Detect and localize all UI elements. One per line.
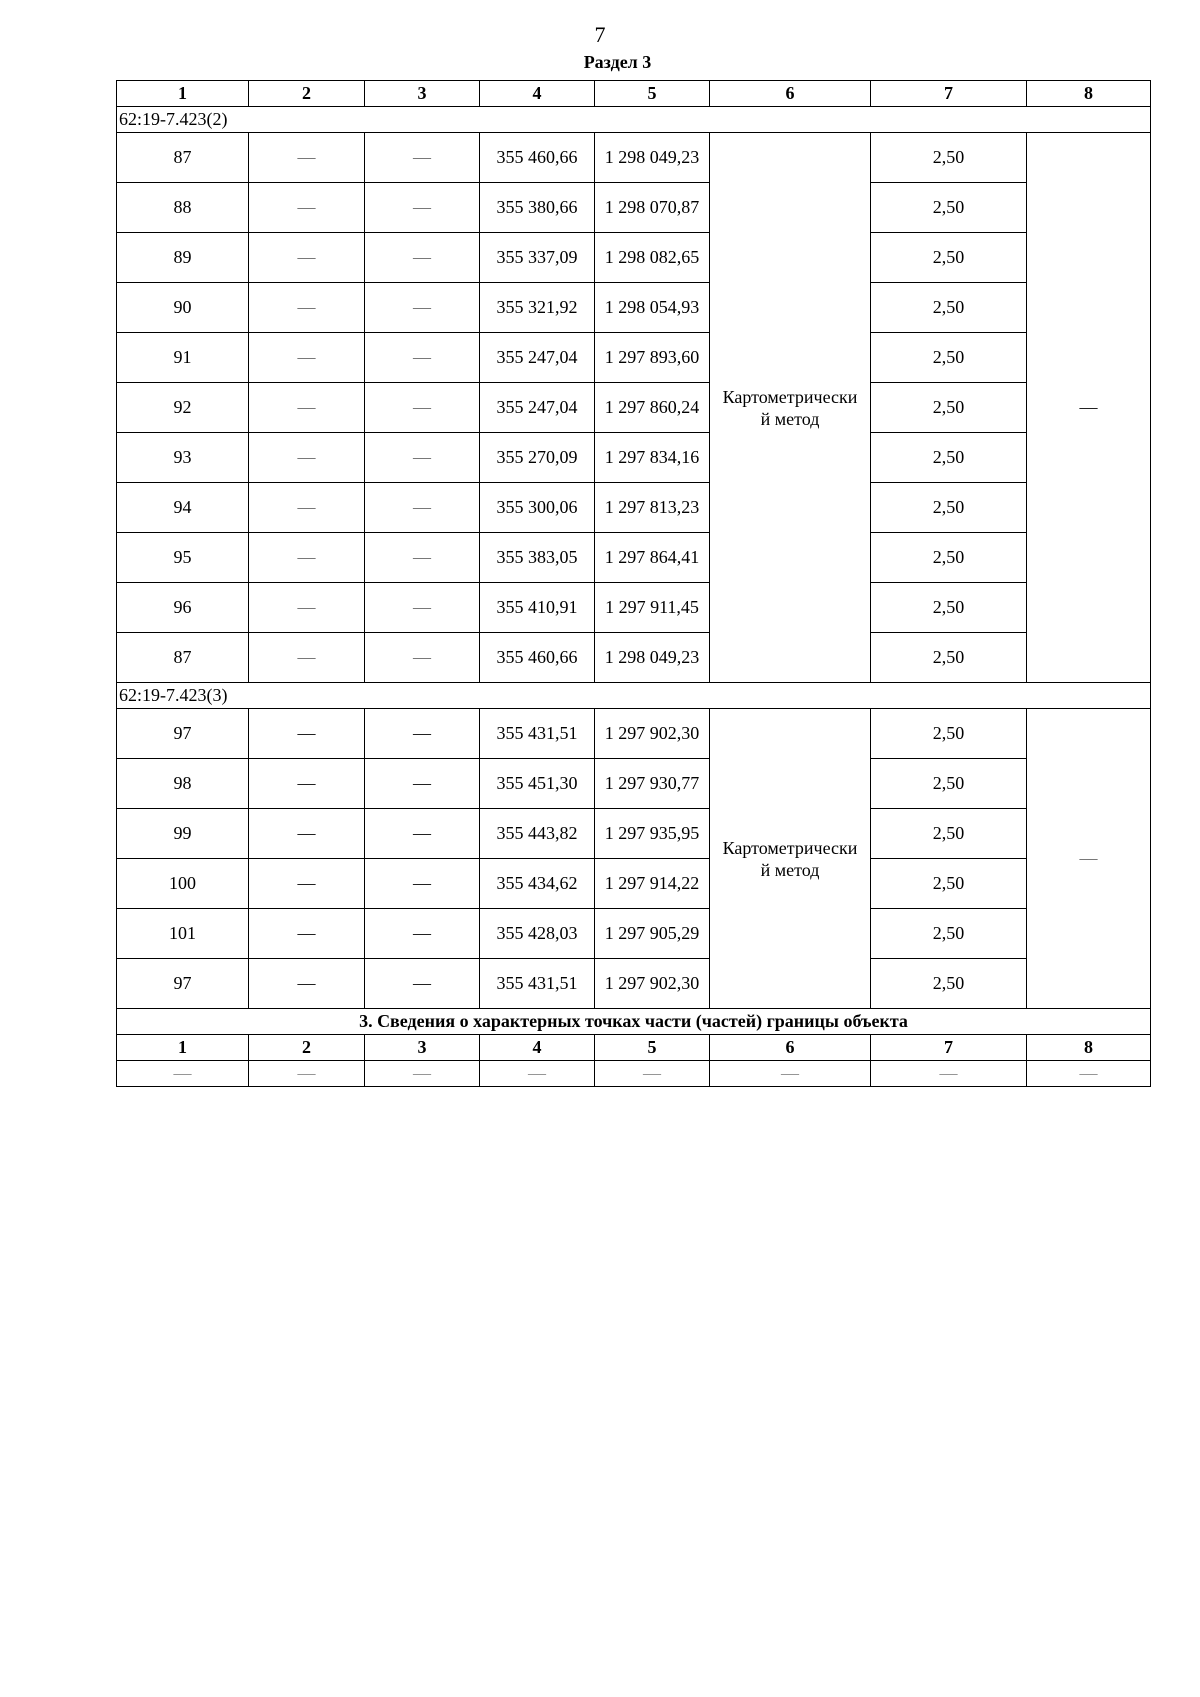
- accuracy-cell: 2,50: [871, 183, 1027, 233]
- new-y-cell: 1 297 935,95: [595, 809, 710, 859]
- empty-cell: —: [365, 1061, 480, 1087]
- new-y-cell: 1 297 893,60: [595, 333, 710, 383]
- table-row: [117, 909, 1151, 959]
- accuracy-cell: 2,50: [871, 709, 1027, 759]
- old-y-cell: —: [365, 483, 480, 533]
- table-row: [117, 709, 1151, 759]
- empty-cell: —: [249, 1061, 365, 1087]
- empty-row: [117, 1061, 1151, 1087]
- empty-cell: —: [871, 1061, 1027, 1087]
- table-row: [117, 483, 1151, 533]
- old-x-cell: —: [249, 959, 365, 1009]
- new-y-cell: 1 297 834,16: [595, 433, 710, 483]
- new-x-cell: 355 383,05: [480, 533, 595, 583]
- point-number: 89: [117, 233, 249, 283]
- point-number: 91: [117, 333, 249, 383]
- new-y-cell: 1 298 054,93: [595, 283, 710, 333]
- new-y-cell: 1 297 930,77: [595, 759, 710, 809]
- column-header: 5: [595, 81, 710, 107]
- part-section-title: 3. Сведения о характерных точках части (частей) границы объекта: [117, 1009, 1151, 1035]
- group-label-row: [117, 107, 1151, 133]
- accuracy-cell: 2,50: [871, 133, 1027, 183]
- new-x-cell: 355 460,66: [480, 133, 595, 183]
- accuracy-cell: 2,50: [871, 583, 1027, 633]
- new-x-cell: 355 247,04: [480, 333, 595, 383]
- method-text-line: й метод: [760, 408, 820, 429]
- old-x-cell: —: [249, 533, 365, 583]
- column-header: 3: [365, 1035, 480, 1061]
- column-header: 4: [480, 1035, 595, 1061]
- point-number: 87: [117, 633, 249, 683]
- new-y-cell: 1 297 813,23: [595, 483, 710, 533]
- empty-cell: —: [1027, 1061, 1151, 1087]
- column-header: 6: [710, 81, 871, 107]
- accuracy-cell: 2,50: [871, 283, 1027, 333]
- method-cell: [710, 133, 871, 683]
- old-x-cell: —: [249, 759, 365, 809]
- old-y-cell: —: [365, 709, 480, 759]
- old-x-cell: —: [249, 433, 365, 483]
- group-label: 62:19-7.423(2): [117, 107, 1151, 133]
- old-x-cell: —: [249, 383, 365, 433]
- point-number: 100: [117, 859, 249, 909]
- method-text-line: Картометрически: [722, 386, 858, 407]
- method-text-line: й метод: [760, 859, 820, 880]
- old-y-cell: —: [365, 959, 480, 1009]
- old-y-cell: —: [365, 383, 480, 433]
- old-x-cell: —: [249, 183, 365, 233]
- point-number: 92: [117, 383, 249, 433]
- old-x-cell: —: [249, 709, 365, 759]
- accuracy-cell: 2,50: [871, 233, 1027, 283]
- column-header: 7: [871, 1035, 1027, 1061]
- old-y-cell: —: [365, 809, 480, 859]
- point-number: 97: [117, 959, 249, 1009]
- point-number: 97: [117, 709, 249, 759]
- empty-cell: —: [480, 1061, 595, 1087]
- old-x-cell: —: [249, 583, 365, 633]
- method-text-line: Картометрически: [722, 837, 858, 858]
- old-x-cell: —: [249, 809, 365, 859]
- accuracy-cell: 2,50: [871, 483, 1027, 533]
- old-y-cell: —: [365, 759, 480, 809]
- accuracy-cell: 2,50: [871, 333, 1027, 383]
- old-y-cell: —: [365, 233, 480, 283]
- description-cell: —: [1027, 709, 1151, 1009]
- point-number: 101: [117, 909, 249, 959]
- column-header: 4: [480, 81, 595, 107]
- old-x-cell: —: [249, 283, 365, 333]
- accuracy-cell: 2,50: [871, 909, 1027, 959]
- column-header: 2: [249, 81, 365, 107]
- group-label: 62:19-7.423(3): [117, 683, 1151, 709]
- new-x-cell: 355 443,82: [480, 809, 595, 859]
- table-row: [117, 633, 1151, 683]
- column-header: 2: [249, 1035, 365, 1061]
- new-y-cell: 1 298 082,65: [595, 233, 710, 283]
- new-x-cell: 355 247,04: [480, 383, 595, 433]
- old-x-cell: —: [249, 233, 365, 283]
- old-y-cell: —: [365, 183, 480, 233]
- new-x-cell: 355 431,51: [480, 709, 595, 759]
- coordinates-table: [116, 80, 1151, 1087]
- new-x-cell: 355 321,92: [480, 283, 595, 333]
- old-y-cell: —: [365, 433, 480, 483]
- empty-cell: —: [117, 1061, 249, 1087]
- new-y-cell: 1 297 902,30: [595, 709, 710, 759]
- empty-cell: —: [595, 1061, 710, 1087]
- new-x-cell: 355 451,30: [480, 759, 595, 809]
- new-x-cell: 355 431,51: [480, 959, 595, 1009]
- column-header: 1: [117, 81, 249, 107]
- point-number: 93: [117, 433, 249, 483]
- table-row: [117, 959, 1151, 1009]
- section-title: Раздел 3: [583, 52, 652, 72]
- table-row: [117, 133, 1151, 183]
- accuracy-cell: 2,50: [871, 633, 1027, 683]
- header-row: [117, 81, 1151, 107]
- accuracy-cell: 2,50: [871, 809, 1027, 859]
- column-header: 8: [1027, 81, 1151, 107]
- new-x-cell: 355 460,66: [480, 633, 595, 683]
- old-y-cell: —: [365, 283, 480, 333]
- point-number: 98: [117, 759, 249, 809]
- new-y-cell: 1 297 911,45: [595, 583, 710, 633]
- table-row: [117, 233, 1151, 283]
- old-x-cell: —: [249, 483, 365, 533]
- column-header: 5: [595, 1035, 710, 1061]
- accuracy-cell: 2,50: [871, 383, 1027, 433]
- new-y-cell: 1 297 914,22: [595, 859, 710, 909]
- new-y-cell: 1 297 905,29: [595, 909, 710, 959]
- old-y-cell: —: [365, 859, 480, 909]
- empty-cell: —: [710, 1061, 871, 1087]
- table-row: [117, 283, 1151, 333]
- new-y-cell: 1 298 049,23: [595, 633, 710, 683]
- new-x-cell: 355 410,91: [480, 583, 595, 633]
- new-x-cell: 355 428,03: [480, 909, 595, 959]
- old-x-cell: —: [249, 633, 365, 683]
- table-row: [117, 333, 1151, 383]
- part-section-title-row: [117, 1009, 1151, 1035]
- table-row: [117, 583, 1151, 633]
- old-y-cell: —: [365, 333, 480, 383]
- accuracy-cell: 2,50: [871, 759, 1027, 809]
- new-y-cell: 1 297 860,24: [595, 383, 710, 433]
- new-x-cell: 355 270,09: [480, 433, 595, 483]
- point-number: 96: [117, 583, 249, 633]
- table-row: [117, 859, 1151, 909]
- old-y-cell: —: [365, 533, 480, 583]
- table-row: [117, 183, 1151, 233]
- old-y-cell: —: [365, 909, 480, 959]
- page-number: 7: [594, 22, 606, 47]
- table-row: [117, 533, 1151, 583]
- old-x-cell: —: [249, 909, 365, 959]
- new-x-cell: 355 380,66: [480, 183, 595, 233]
- point-number: 90: [117, 283, 249, 333]
- new-y-cell: 1 298 070,87: [595, 183, 710, 233]
- point-number: 99: [117, 809, 249, 859]
- old-x-cell: —: [249, 333, 365, 383]
- point-number: 87: [117, 133, 249, 183]
- new-y-cell: 1 298 049,23: [595, 133, 710, 183]
- point-number: 94: [117, 483, 249, 533]
- new-x-cell: 355 337,09: [480, 233, 595, 283]
- old-y-cell: —: [365, 133, 480, 183]
- old-y-cell: —: [365, 583, 480, 633]
- part-header-row: [117, 1035, 1151, 1061]
- description-cell: —: [1027, 133, 1151, 683]
- old-y-cell: —: [365, 633, 480, 683]
- column-header: 6: [710, 1035, 871, 1061]
- column-header: 7: [871, 81, 1027, 107]
- table-row: [117, 759, 1151, 809]
- column-header: 1: [117, 1035, 249, 1061]
- new-y-cell: 1 297 864,41: [595, 533, 710, 583]
- accuracy-cell: 2,50: [871, 433, 1027, 483]
- column-header: 3: [365, 81, 480, 107]
- accuracy-cell: 2,50: [871, 533, 1027, 583]
- new-y-cell: 1 297 902,30: [595, 959, 710, 1009]
- point-number: 95: [117, 533, 249, 583]
- table-row: [117, 383, 1151, 433]
- new-x-cell: 355 434,62: [480, 859, 595, 909]
- point-number: 88: [117, 183, 249, 233]
- column-header: 8: [1027, 1035, 1151, 1061]
- group-label-row: [117, 683, 1151, 709]
- new-x-cell: 355 300,06: [480, 483, 595, 533]
- accuracy-cell: 2,50: [871, 859, 1027, 909]
- accuracy-cell: 2,50: [871, 959, 1027, 1009]
- old-x-cell: —: [249, 859, 365, 909]
- old-x-cell: —: [249, 133, 365, 183]
- table-row: [117, 809, 1151, 859]
- method-cell: [710, 709, 871, 1009]
- table-row: [117, 433, 1151, 483]
